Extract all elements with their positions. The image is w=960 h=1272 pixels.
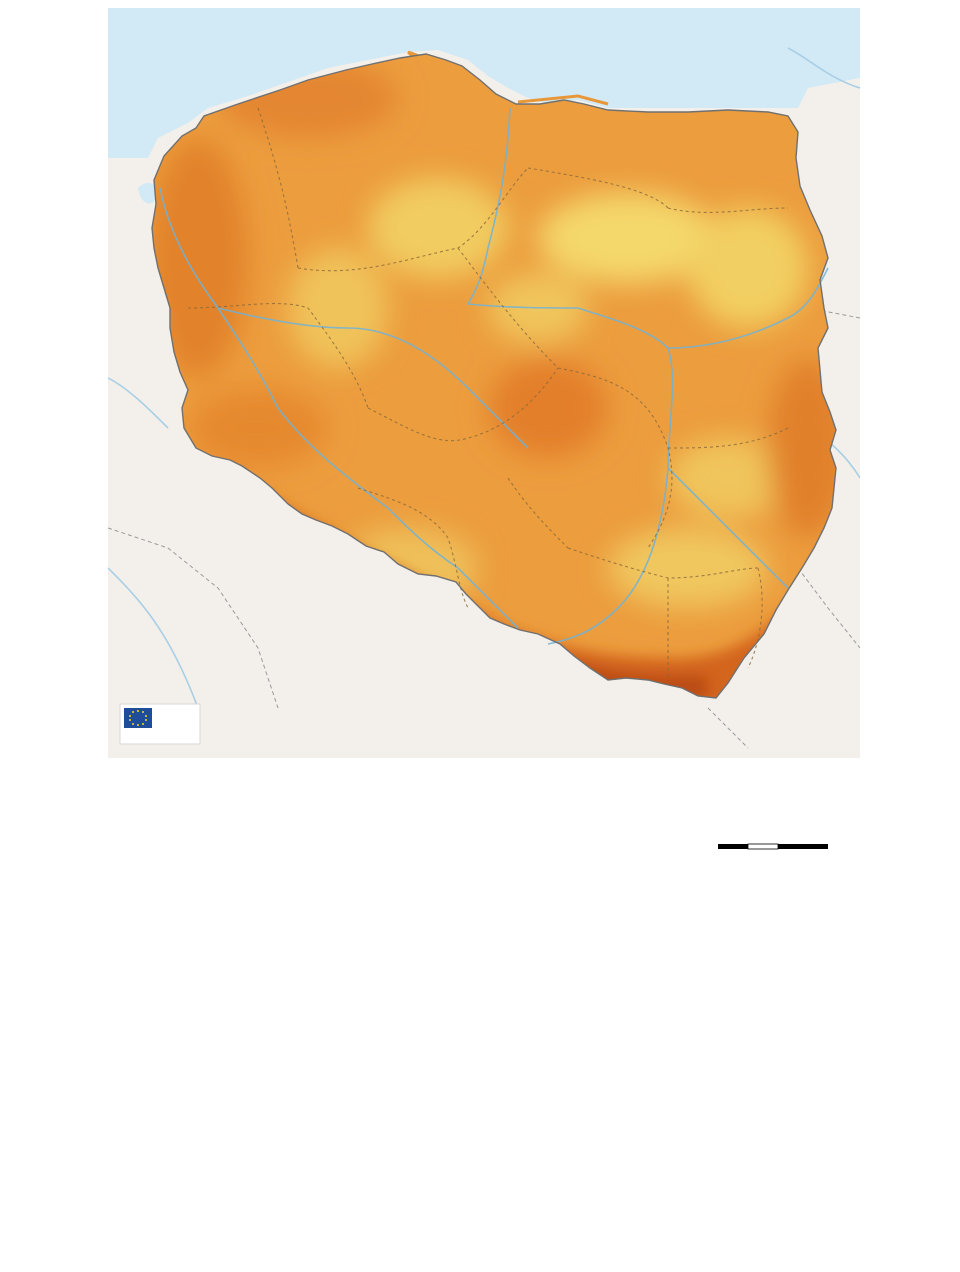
zone-high [488, 358, 608, 458]
lake [715, 64, 756, 85]
zone-low [288, 248, 388, 368]
zone-low [688, 208, 808, 328]
irradiation-map-figure [108, 8, 860, 858]
jrc-logo [120, 704, 200, 744]
scale-bar [718, 844, 828, 849]
zone-low [368, 178, 508, 278]
legend-area [108, 758, 860, 858]
